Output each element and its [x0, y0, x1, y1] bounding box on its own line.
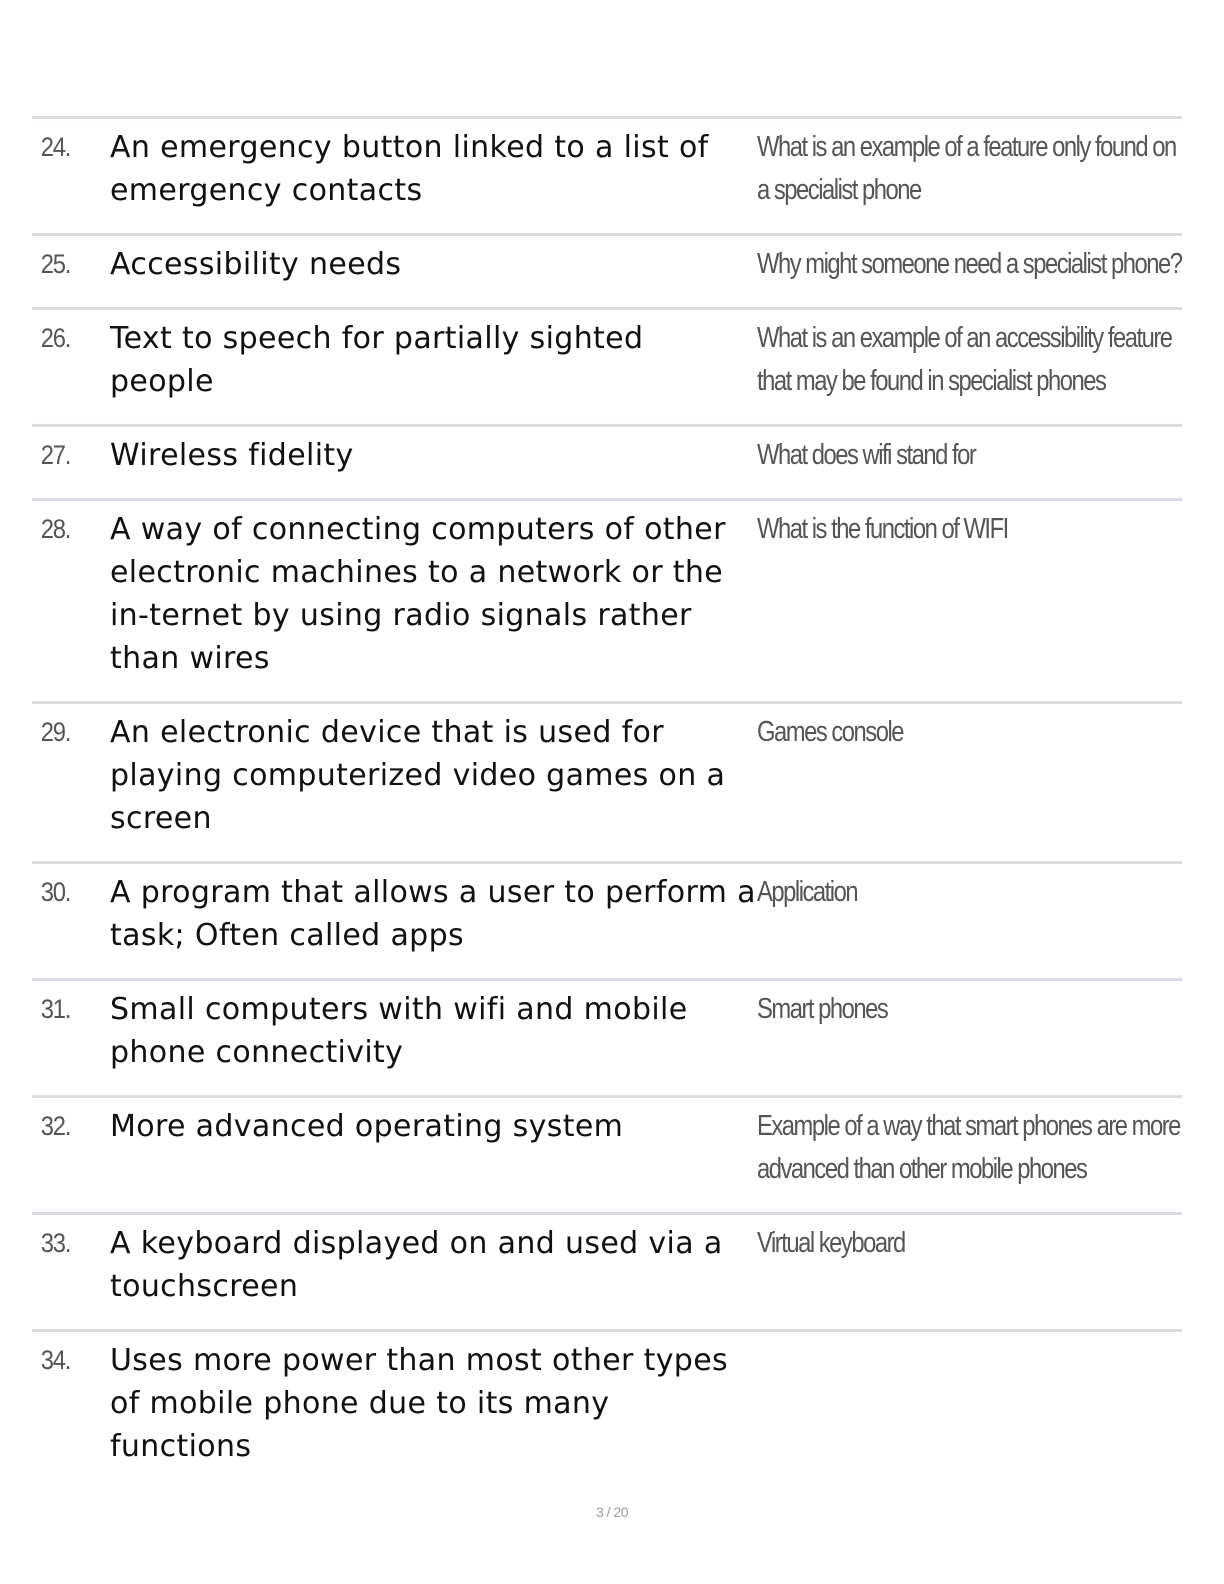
item-number: 33.: [40, 1228, 71, 1258]
item-number: 32.: [40, 1111, 71, 1141]
term-text: A program that allows a user to perform a task; Often called apps: [110, 875, 756, 953]
term-text: A keyboard displayed on and used via a touchscreen: [110, 1226, 723, 1304]
item-number: 31.: [40, 994, 71, 1024]
term-text: An emergency button linked to a list of emergency contacts: [110, 130, 709, 208]
list-item: [32, 501, 1182, 704]
item-number: 24.: [40, 132, 71, 162]
definition-text: Virtual keyboard: [757, 1227, 905, 1259]
list-item: [32, 310, 1182, 427]
list-item: [32, 1098, 1182, 1215]
definition-text: What does wifi stand for: [757, 439, 976, 471]
list-item: [32, 981, 1182, 1098]
list-item: [32, 1215, 1182, 1332]
list-item: [32, 864, 1182, 981]
definition-text: Smart phones: [757, 993, 888, 1025]
term-text: An electronic device that is used for playing computerized video games on a screen: [110, 715, 726, 836]
list-item: [32, 1332, 1182, 1489]
definition-text: [757, 1339, 1182, 1468]
definition-text: Application: [757, 876, 858, 908]
definition-text: Games console: [757, 716, 904, 748]
term-text: Uses more power than most other types of mobile phone due to its many functions: [110, 1343, 728, 1464]
item-number: 29.: [40, 717, 71, 747]
definition-text: What is an example of a feature only found on a specialist phone: [757, 131, 1176, 206]
definition-text: What is the function of WIFI: [757, 513, 1008, 545]
term-text: Accessibility needs: [110, 247, 402, 282]
item-number: 26.: [40, 323, 71, 353]
list-item: [32, 236, 1182, 310]
item-number: 34.: [40, 1345, 71, 1375]
list-item: [32, 427, 1182, 501]
item-number: 25.: [40, 249, 71, 279]
term-text: Wireless fidelity: [110, 438, 354, 473]
term-text: A way of connecting computers of other electronic machines to a network or the in-ternet by using radio signals rather than wires: [110, 512, 726, 676]
definition-text: Example of a way that smart phones are more advanced than other mobile phones: [757, 1110, 1180, 1185]
term-text: Small computers with wifi and mobile phone connectivity: [110, 992, 688, 1070]
list-item: [32, 119, 1182, 236]
term-text: More advanced operating system: [110, 1109, 624, 1144]
item-number: 30.: [40, 877, 71, 907]
list-item: [32, 704, 1182, 864]
rows-container: [32, 116, 1182, 1489]
definition-text: Why might someone need a specialist phone?: [757, 248, 1182, 280]
page-indicator: 3 / 20: [595, 1504, 629, 1520]
definition-text: What is an example of an accessibility feature that may be found in specialist phones: [757, 322, 1172, 397]
term-text: Text to speech for partially sighted people: [110, 321, 644, 399]
item-number: 27.: [40, 440, 71, 470]
item-number: 28.: [40, 514, 71, 544]
flashcard-list: [32, 116, 1182, 1489]
